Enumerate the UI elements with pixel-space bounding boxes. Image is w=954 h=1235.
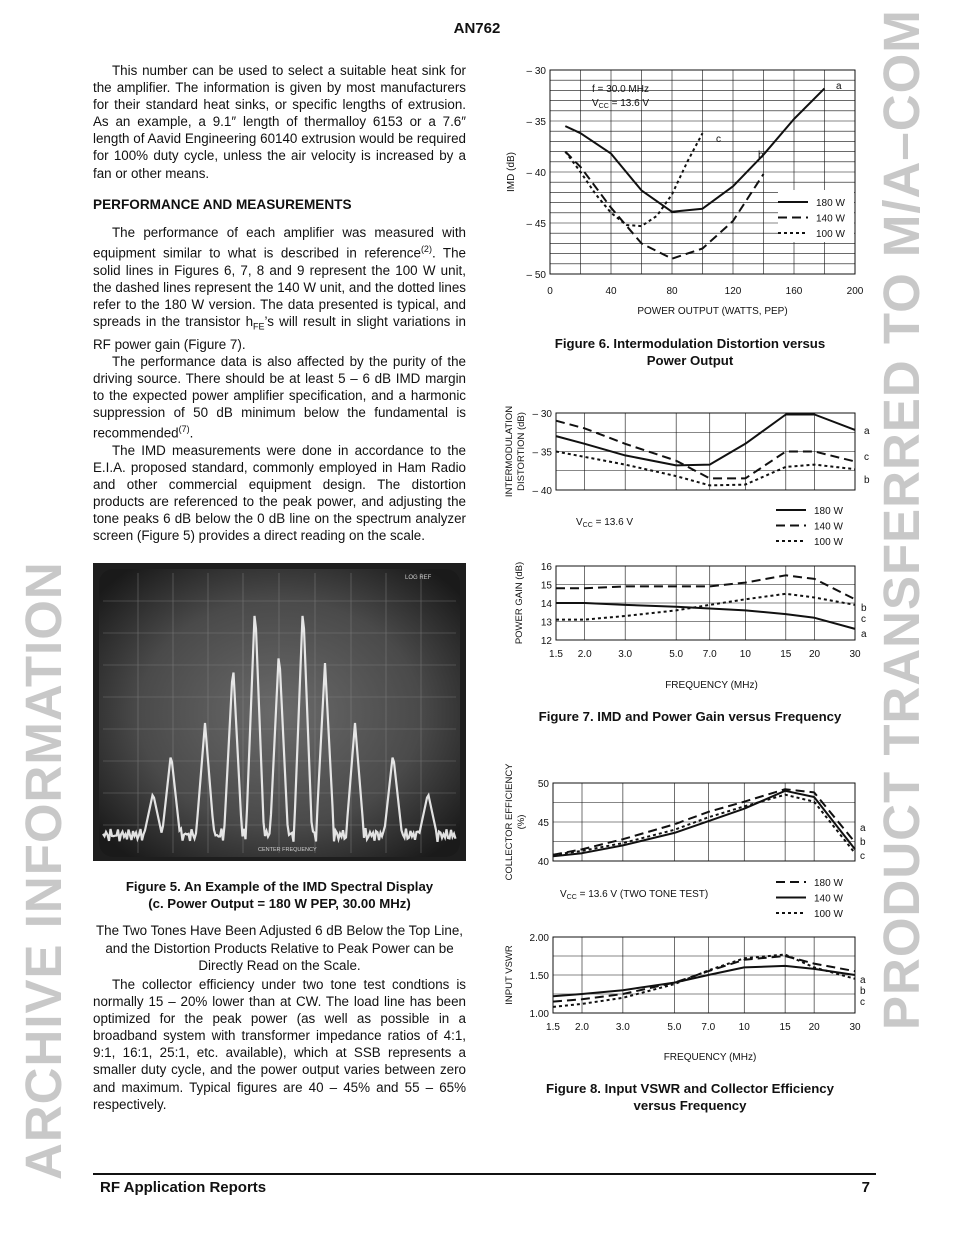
y-tick-label: 15 xyxy=(540,580,552,592)
text-run: . The solid lines in Figures 6, 7, 8 and 9 represent the 100 W unit, the dashed lines represent the 140 W unit, and the dotted lines refer to the 180 W version. The data presented is typical, and spreads in the transistor h xyxy=(93,245,466,329)
series-line xyxy=(565,152,763,259)
y-tick-label: 50 xyxy=(537,779,549,790)
series-line xyxy=(553,955,855,1007)
figure7-gain-chart xyxy=(514,562,867,691)
paragraph-efficiency-text: The collector efficiency under two tone test condtions is normally 15 – 20% lower than at CW. The load line has been optimized for the peak power (as well as possible in a broadband system with transformer impedance ratios of 4:1, 9:1, 16:1, 25:1, etc. available), which at SSB represents a smaller duty cycle, and the power output varies between zero and maximum. Typical figures are 40 – 45% and 55 – 65% respectively. xyxy=(93,977,466,1112)
legend-label: 180 W xyxy=(814,506,843,517)
footer-title: RF Application Reports xyxy=(100,1179,267,1196)
series-label: a xyxy=(860,823,866,834)
figure8-caption-line1: Figure 8. Input VSWR and Collector Efficiency xyxy=(546,1081,834,1096)
x-tick-label: 5.0 xyxy=(669,649,684,660)
y-tick-label: 16 xyxy=(540,562,552,573)
text-run: . xyxy=(189,425,194,441)
series-line xyxy=(556,452,855,486)
y-tick-label: – 40 xyxy=(526,168,546,179)
legend-label: 180 W xyxy=(816,198,845,209)
paragraph-performance-text xyxy=(93,224,466,353)
y-tick-label: – 35 xyxy=(532,447,552,459)
text-run: The performance of each amplifier was measured with equipment similar to what is described in reference xyxy=(93,225,466,261)
series-label: a xyxy=(864,426,870,437)
paragraph-text: This number can be used to select a suitable heat sink for the amplifier. The information is given by most manufacturers for their standard heat sinks, or specific lengths of extrusion. As an example, a 9.1″ length of thermalloy 6153 or a 7.6″ length of Aavid Engineering 60140 extrusion would be required for 100% duty cycle, unless the air velocity is increased by a fan or other means. xyxy=(93,63,466,181)
figure8-efficiency-chart xyxy=(504,763,866,920)
chart-annotation xyxy=(576,517,633,529)
series-label: c xyxy=(864,452,869,463)
x-tick-label: 15 xyxy=(780,649,792,660)
series-label: b xyxy=(860,837,866,848)
annotation-text: = 13.6 V xyxy=(592,517,634,528)
y-tick-label: – 45 xyxy=(526,219,546,230)
series-label: b xyxy=(758,150,764,161)
section-heading: PERFORMANCE AND MEASUREMENTS xyxy=(93,197,352,212)
series-line xyxy=(553,966,855,996)
x-tick-label: 160 xyxy=(785,286,803,297)
series-line xyxy=(565,133,702,226)
y-tick-label: – 35 xyxy=(526,117,546,128)
figure6-caption-line1: Figure 6. Intermodulation Distortion versus xyxy=(554,336,826,351)
x-tick-label: 30 xyxy=(849,1022,861,1033)
figure5-caption xyxy=(93,878,466,912)
chart-annotation xyxy=(560,889,708,901)
annotation-text: = 13.6 V (TWO TONE TEST) xyxy=(576,889,709,900)
x-tick-label: 10 xyxy=(739,649,751,660)
series-label: b xyxy=(861,603,867,614)
annotation-text: = 13.6 V xyxy=(608,98,650,109)
x-axis-label: POWER OUTPUT (WATTS, PEP) xyxy=(637,306,788,317)
document-header: AN762 xyxy=(453,20,501,37)
footer-rule xyxy=(93,1173,876,1175)
y-tick-label: 13 xyxy=(540,617,552,629)
series-line xyxy=(556,415,855,466)
y-axis-label: INPUT VSWR xyxy=(504,945,515,1005)
x-tick-label: 2.0 xyxy=(575,1022,589,1033)
annotation-subscript: CC xyxy=(582,522,593,529)
figure5-caption-line2: (c. Power Output = 180 W PEP, 30.00 MHz) xyxy=(148,896,411,911)
legend-label: 100 W xyxy=(816,229,845,240)
figure7-caption: Figure 7. IMD and Power Gain versus Frequency xyxy=(538,709,842,724)
reference-superscript: (2) xyxy=(420,244,432,255)
text-run: The performance data is also affected by the purity of the driving source. There should be at least 5 – 6 dB IMD margin to the expected power amplifier specification, and a harmonic suppression of 50 dB minimum below the fundamental is recommended xyxy=(93,353,466,441)
y-tick-label: – 30 xyxy=(532,409,552,420)
series-label: c xyxy=(861,614,866,625)
screen-label-top: LOG REF xyxy=(405,575,432,581)
annotation-text: V xyxy=(592,98,599,109)
figure6-caption xyxy=(496,335,884,369)
legend-label: 140 W xyxy=(816,213,845,225)
figure6-caption-line2: Power Output xyxy=(646,353,734,368)
y-tick-label: 1.50 xyxy=(529,971,549,982)
x-tick-label: 7.0 xyxy=(702,649,717,660)
x-tick-label: 2.0 xyxy=(577,649,592,660)
x-tick-label: 20 xyxy=(808,649,821,660)
paragraph-purity-text xyxy=(93,353,466,442)
y-tick-label: 14 xyxy=(540,599,552,610)
series-label: c xyxy=(716,134,721,145)
y-axis-label: IMD (dB) xyxy=(506,152,517,192)
x-tick-label: 7.0 xyxy=(701,1022,716,1033)
series-label: a xyxy=(860,975,866,986)
figure6-chart xyxy=(506,66,864,317)
y-axis-label: (%) xyxy=(516,814,527,830)
x-tick-label: 3.0 xyxy=(618,649,633,660)
y-axis-label: DISTORTION (dB) xyxy=(516,412,527,491)
figure7-imd-chart xyxy=(504,406,870,548)
legend-label: 180 W xyxy=(814,878,843,889)
paragraph-performance xyxy=(93,224,466,544)
subscript: FE xyxy=(253,321,265,332)
y-axis-label: POWER GAIN (dB) xyxy=(514,561,525,645)
series-line xyxy=(553,956,855,1002)
series-label: c xyxy=(860,997,865,1008)
x-tick-label: 40 xyxy=(605,286,617,297)
y-tick-label: 45 xyxy=(537,818,549,829)
y-axis-label: COLLECTOR EFFICIENCY xyxy=(504,763,515,881)
y-tick-label: – 30 xyxy=(526,66,546,77)
x-tick-label: 120 xyxy=(724,286,742,297)
x-tick-label: 3.0 xyxy=(615,1022,630,1033)
x-tick-label: 5.0 xyxy=(667,1022,682,1033)
annotation-text: V xyxy=(576,517,583,528)
y-tick-label: 12 xyxy=(540,636,552,647)
figure5-note: The Two Tones Have Been Adjusted 6 dB Below the Top Line, and the Distortion Products Relative to Peak Power can be Directly Read on the Scale. xyxy=(95,923,463,973)
y-tick-label: 1.00 xyxy=(529,1009,549,1020)
x-tick-label: 200 xyxy=(846,286,864,297)
page-number: 7 xyxy=(861,1179,870,1196)
x-tick-label: 1.5 xyxy=(546,1022,560,1033)
x-tick-label: 1.5 xyxy=(549,649,563,660)
figure8-vswr-chart xyxy=(504,933,866,1063)
transferred-watermark: PRODUCT TRANSFERRED TO M/A–COM xyxy=(873,9,930,1030)
y-axis-label: INTERMODULATION xyxy=(504,405,515,498)
spectrum-analyzer-photo xyxy=(93,563,466,861)
series-label: b xyxy=(860,986,866,997)
series-line xyxy=(556,421,855,479)
series-line xyxy=(556,603,855,629)
text-run: ’s will result in slight variations in RF power gain (Figure 7). xyxy=(93,313,466,352)
figure8-caption-line2: versus Frequency xyxy=(633,1098,747,1113)
x-axis-label: FREQUENCY (MHz) xyxy=(665,680,758,691)
legend-label: 140 W xyxy=(814,893,843,905)
chart-annotation xyxy=(592,98,649,110)
legend-label: 100 W xyxy=(814,537,843,548)
x-tick-label: 10 xyxy=(738,1022,750,1033)
reference-superscript: (7) xyxy=(178,424,190,435)
figure5-caption-line1: Figure 5. An Example of the IMD Spectral Display xyxy=(125,879,434,894)
series-label: b xyxy=(864,475,870,486)
y-tick-label: – 50 xyxy=(526,270,546,281)
annotation-text: V xyxy=(560,889,567,900)
screen-label-bottom: CENTER FREQUENCY xyxy=(258,847,317,853)
paragraph-imd-text: The IMD measurements were done in accordance to the E.I.A. proposed standard, commonly employed in Ham Radio and other commercial equipment design. The distortion products are referenced to the peak power, and adjusting the tone peaks 6 dB below the 0 dB line on the spectrum analyzer screen (Figure 5) provides a direct reading on the scale. xyxy=(93,442,466,544)
paragraph-efficiency xyxy=(93,976,466,1113)
series-label: a xyxy=(836,81,842,92)
series-label: c xyxy=(860,851,865,862)
figure8-caption xyxy=(496,1080,884,1114)
charts-area xyxy=(496,0,906,1120)
legend-label: 100 W xyxy=(814,909,843,920)
x-tick-label: 0 xyxy=(547,286,553,297)
x-axis-label: FREQUENCY (MHz) xyxy=(663,1052,757,1063)
series-line xyxy=(556,575,855,599)
x-tick-label: 15 xyxy=(779,1022,791,1033)
y-tick-label: 40 xyxy=(537,857,549,868)
series-label: a xyxy=(861,629,867,640)
x-tick-label: 30 xyxy=(849,649,861,660)
x-tick-label: 20 xyxy=(808,1022,820,1033)
annotation-subscript: CC xyxy=(566,894,577,901)
series-line xyxy=(556,594,855,620)
annotation-frequency: f = 30.0 MHz xyxy=(592,84,649,95)
legend-label: 140 W xyxy=(814,521,843,533)
x-tick-label: 80 xyxy=(666,286,678,297)
archive-watermark: ARCHIVE INFORMATION xyxy=(15,561,72,1180)
paragraph-heat-sink xyxy=(93,62,466,182)
y-tick-label: 2.00 xyxy=(529,933,549,944)
y-tick-label: – 40 xyxy=(532,486,552,497)
annotation-subscript: CC xyxy=(598,103,609,110)
